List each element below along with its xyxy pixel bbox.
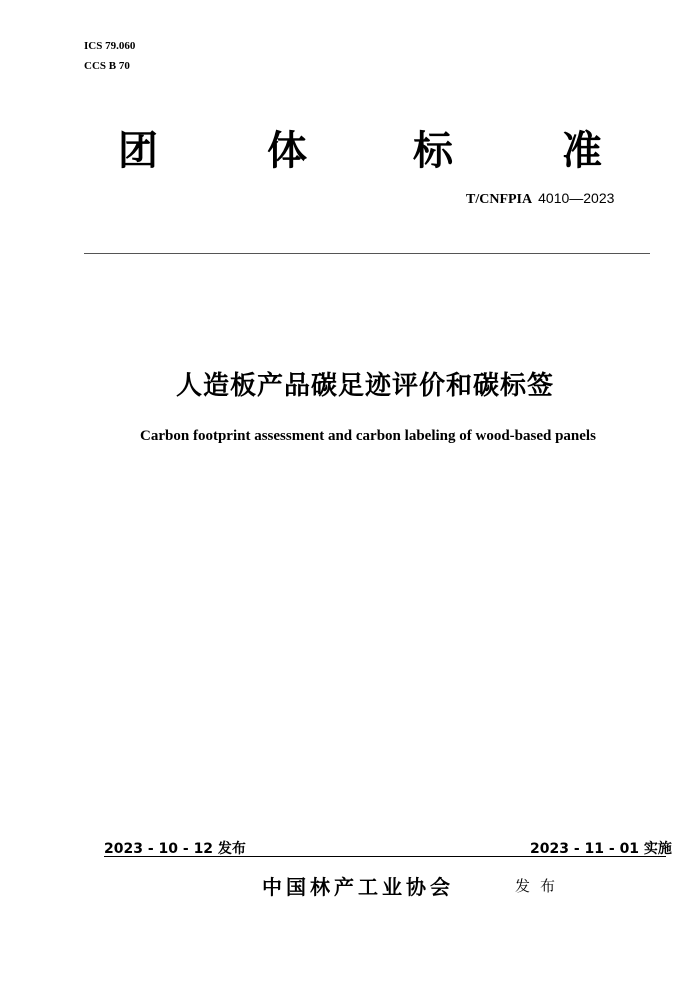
standard-number-prefix: T/CNFPIA	[466, 192, 533, 207]
ics-code: ICS 79.060	[84, 40, 136, 52]
standard-type-char-1: 团	[118, 128, 158, 174]
title-chinese: 人造板产品碳足迹评价和碳标签	[175, 371, 554, 401]
classification-codes	[84, 36, 135, 76]
standard-type-char-4: 准	[562, 128, 602, 174]
publisher-label: 发布	[515, 877, 566, 895]
standard-type-char-3: 标	[413, 128, 453, 174]
header-divider	[84, 253, 650, 254]
implementation-date: 2023 - 11 - 01 实施	[530, 841, 672, 857]
publisher-organization: 中国林产工业协会	[262, 875, 454, 899]
date-divider	[104, 856, 666, 857]
standard-number	[466, 190, 614, 208]
title-english: Carbon footprint assessment and carbon labeling of wood-based panels	[140, 428, 596, 444]
standard-type-char-2: 体	[267, 128, 307, 174]
release-date: 2023 - 10 - 12 发布	[104, 841, 246, 857]
ccs-code: CCS B 70	[84, 60, 130, 72]
standard-number-value: 4010—2023	[538, 190, 615, 206]
